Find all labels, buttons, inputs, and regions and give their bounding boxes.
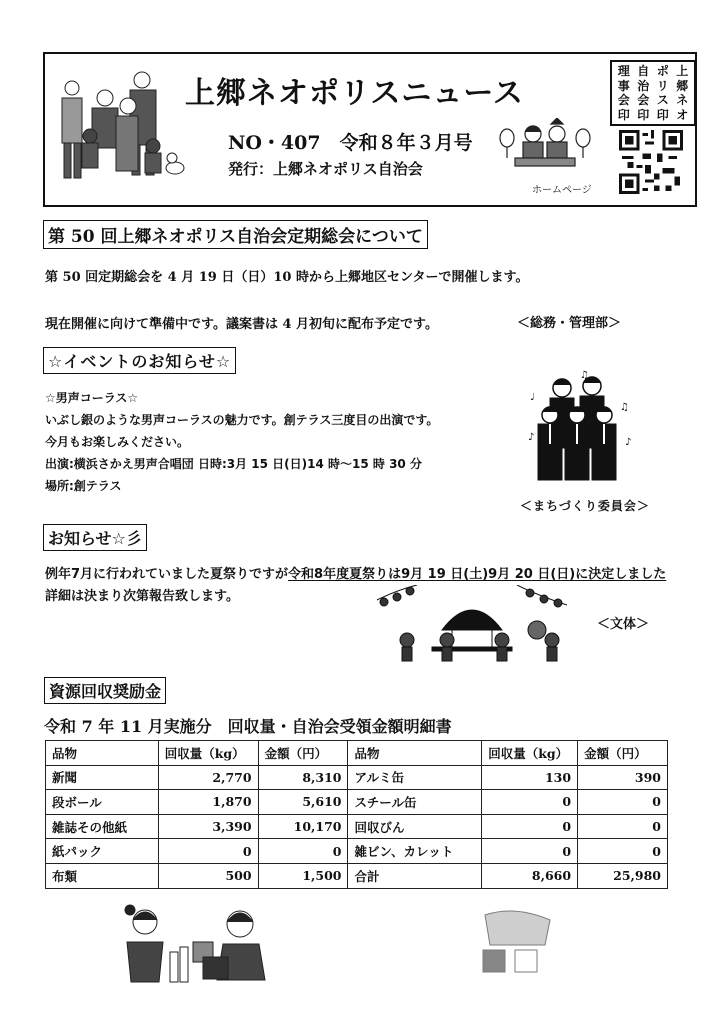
event-performer-schedule: 出演:横浜さかえ男声合唱団 日時:3月 15 日(日)14 時～15 時 30 分 [45,457,422,471]
general-meeting-announcement: 第 50 回定期総会を 4 月 19 日（日）10 時から上郷地区センターで開催します。 [45,270,529,285]
svg-text:♩: ♩ [530,392,535,403]
table-header-row [46,741,668,766]
department-signature: ＜まちづくり委員会＞ [520,499,650,513]
seal-char: 治 [637,78,650,93]
homepage-label: ホームページ [532,185,592,196]
item-weight: 0 [158,839,258,864]
item-name: 雑ビン、カレット [348,839,482,864]
item-amount: 0 [578,814,668,839]
column-header-amount: 金額（円） [578,741,668,766]
item-amount: 1,500 [258,863,348,888]
item-name: 段ボール [46,790,159,815]
seal-char: 郷 [676,78,689,93]
association-seal [610,60,696,126]
section-heading-general-meeting: 第 50 回上郷ネオポリス自治会定期総会について [43,220,428,249]
item-amount: 0 [578,790,668,815]
item-amount: 390 [578,765,668,790]
section-heading-notice: お知らせ☆彡 [43,524,147,551]
item-weight: 130 [482,765,578,790]
seal-char: リ [656,78,669,93]
seal-char: 印 [617,107,630,122]
summer-festival-notice [45,563,666,582]
item-name: 新聞 [46,765,159,790]
item-weight: 2,770 [158,765,258,790]
item-name: 回収びん [348,814,482,839]
event-description: 今月もお楽しみください。 [45,435,190,449]
seal-char: 理 [617,64,630,78]
seal-char: ス [656,93,669,107]
event-title: ☆男声コーラス☆ [45,391,139,405]
table-row [46,863,668,888]
issue-number: NO・407 令和８年３月号 [228,132,473,154]
recycling-kids-illustration [115,902,275,992]
seal-char: 事 [617,78,630,93]
notice-festival-date: 令和8年度夏祭りは9月 19 日(土)9月 20 日(日)に決定しました [288,567,667,582]
column-header-weight: 回収量（kg） [158,741,258,766]
table-row [46,839,668,864]
item-weight: 0 [482,814,578,839]
hina-dolls-illustration [495,118,595,178]
recycling-table-title: 令和 7 年 11 月実施分 回収量・自治会受領金額明細書 [44,717,452,736]
seal-char: ネ [676,93,689,107]
department-signature: ＜文体＞ [597,617,650,632]
item-amount: 0 [578,839,668,864]
seal-char: 印 [656,107,669,122]
item-name: 雑誌その他紙 [46,814,159,839]
item-amount: 5,610 [258,790,348,815]
section-heading-events: ☆イベントのお知らせ☆ [43,347,236,374]
item-name: 布類 [46,863,159,888]
event-description: いぶし銀のような男声コーラスの魅力です。創テラス三度目の出演です。 [45,413,439,427]
recycling-table [45,740,668,889]
item-weight: 0 [482,839,578,864]
festival-illustration [372,585,572,670]
event-venue: 場所:創テラス [45,479,122,493]
publisher: 発行：上郷ネオポリス自治会 [228,160,423,178]
seal-char: ポ [656,64,669,78]
column-header-item: 品物 [46,741,159,766]
homepage-qr-code[interactable] [618,130,684,194]
total-weight: 8,660 [482,863,578,888]
item-weight: 1,870 [158,790,258,815]
recycling-boxes-illustration [475,905,555,975]
item-weight: 3,390 [158,814,258,839]
family-illustration [50,68,190,188]
seal-char: 自 [637,64,650,78]
item-amount: 0 [258,839,348,864]
seal-char: 上 [676,64,689,78]
newsletter-title: 上郷ネオポリスニュース [185,76,524,111]
item-name: スチール缶 [348,790,482,815]
table-row [46,765,668,790]
section-heading-recycling: 資源回収奨励金 [44,677,166,704]
svg-text:♪: ♪ [625,437,632,448]
event-details [45,387,438,497]
seal-char: 会 [617,93,630,107]
seal-char: 会 [637,93,650,107]
notice-followup: 詳細は決まり次第報告致します。 [45,589,239,604]
department-signature: ＜総務・管理部＞ [517,316,622,331]
item-amount: 8,310 [258,765,348,790]
seal-char: オ [676,107,689,122]
svg-text:♫: ♫ [620,402,629,413]
column-header-amount: 金額（円） [258,741,348,766]
column-header-weight: 回収量（kg） [482,741,578,766]
notice-text: 例年7月に行われていました夏祭りですが [45,567,289,582]
total-amount: 25,980 [578,863,668,888]
item-weight: 0 [482,790,578,815]
item-weight: 500 [158,863,258,888]
item-amount: 10,170 [258,814,348,839]
table-row [46,790,668,815]
svg-text:♫: ♫ [580,370,589,381]
item-name: 紙パック [46,839,159,864]
svg-text:♪: ♪ [528,432,535,443]
table-row [46,814,668,839]
total-label: 合計 [348,863,482,888]
item-name: アルミ缶 [348,765,482,790]
column-header-item: 品物 [348,741,482,766]
choir-illustration [520,370,640,485]
seal-char: 印 [637,107,650,122]
general-meeting-preparation: 現在開催に向けて準備中です。議案書は 4 月初旬に配布予定です。 [45,317,439,332]
